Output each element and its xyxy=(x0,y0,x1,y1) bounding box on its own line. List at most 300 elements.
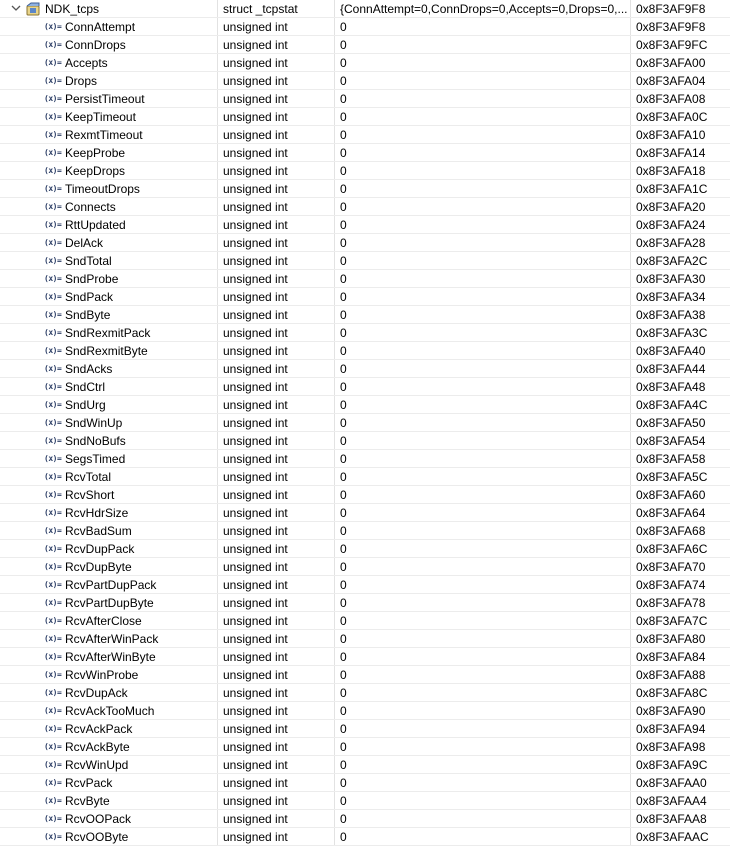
type-cell: unsigned int xyxy=(223,650,288,664)
name-cell xyxy=(0,774,216,791)
member-row[interactable] xyxy=(0,360,730,378)
value-cell[interactable]: 0 xyxy=(340,38,347,52)
address-cell: 0x8F3AFA5C xyxy=(636,470,708,484)
value-cell[interactable]: 0 xyxy=(340,236,347,250)
member-name: SndProbe xyxy=(65,272,119,286)
name-cell xyxy=(0,792,216,809)
member-name: RcvTotal xyxy=(65,470,112,484)
value-cell[interactable]: 0 xyxy=(340,488,347,502)
type-cell: unsigned int xyxy=(223,740,288,754)
type-cell: unsigned int xyxy=(223,542,288,556)
name-cell xyxy=(0,198,216,215)
type-cell: unsigned int xyxy=(223,74,288,88)
member-row[interactable] xyxy=(0,234,730,252)
member-name: RcvHdrSize xyxy=(65,506,129,520)
type-cell: unsigned int xyxy=(223,686,288,700)
type-cell: unsigned int xyxy=(223,794,288,808)
value-cell[interactable]: 0 xyxy=(340,560,347,574)
member-name: RexmtTimeout xyxy=(65,128,143,142)
name-cell xyxy=(0,360,216,377)
name-cell xyxy=(0,36,216,53)
value-cell[interactable]: 0 xyxy=(340,668,347,682)
name-cell xyxy=(0,540,216,557)
variable-icon: (x)= xyxy=(44,238,62,247)
value-cell[interactable]: 0 xyxy=(340,380,347,394)
name-cell xyxy=(0,54,216,71)
name-cell xyxy=(0,720,216,737)
name-cell xyxy=(0,324,216,341)
type-cell: unsigned int xyxy=(223,560,288,574)
value-cell[interactable]: 0 xyxy=(340,218,347,232)
name-cell xyxy=(0,486,216,503)
value-cell[interactable]: 0 xyxy=(340,704,347,718)
name-cell xyxy=(0,270,216,287)
address-cell: 0x8F3AFA44 xyxy=(636,362,706,376)
member-name: SndRexmitByte xyxy=(65,344,148,358)
member-name: RcvWinProbe xyxy=(65,668,139,682)
name-cell xyxy=(0,702,216,719)
root-struct-name: NDK_tcps xyxy=(45,2,100,16)
variable-icon: (x)= xyxy=(44,184,62,193)
member-row[interactable] xyxy=(0,702,730,720)
value-cell[interactable]: 0 xyxy=(340,542,347,556)
address-cell: 0x8F3AFA7C xyxy=(636,614,708,628)
name-cell xyxy=(0,144,216,161)
member-row[interactable] xyxy=(0,738,730,756)
address-cell: 0x8F3AF9F8 xyxy=(636,2,706,16)
member-name: RcvPartDupByte xyxy=(65,596,154,610)
type-cell: unsigned int xyxy=(223,92,288,106)
address-cell: 0x8F3AFA04 xyxy=(636,74,706,88)
name-cell xyxy=(0,594,216,611)
name-cell xyxy=(0,504,216,521)
name-cell xyxy=(0,810,216,827)
address-cell: 0x8F3AFA9C xyxy=(636,758,708,772)
variable-icon: (x)= xyxy=(44,202,62,211)
root-struct-row[interactable] xyxy=(0,0,730,18)
value-cell[interactable]: 0 xyxy=(340,308,347,322)
address-cell: 0x8F3AFA28 xyxy=(636,236,706,250)
member-row[interactable] xyxy=(0,594,730,612)
value-cell[interactable]: 0 xyxy=(340,452,347,466)
value-cell[interactable]: 0 xyxy=(340,794,347,808)
variable-icon: (x)= xyxy=(44,346,62,355)
variable-icon: (x)= xyxy=(44,724,62,733)
value-cell[interactable]: 0 xyxy=(340,740,347,754)
name-cell xyxy=(0,90,216,107)
member-name: SegsTimed xyxy=(65,452,126,466)
member-row[interactable] xyxy=(0,666,730,684)
name-cell xyxy=(0,0,216,17)
member-row[interactable] xyxy=(0,504,730,522)
type-cell: unsigned int xyxy=(223,758,288,772)
value-cell[interactable]: 0 xyxy=(340,776,347,790)
variable-icon: (x)= xyxy=(44,832,62,841)
member-name: ConnAttempt xyxy=(65,20,136,34)
member-name: RcvShort xyxy=(65,488,115,502)
type-cell: unsigned int xyxy=(223,614,288,628)
variable-icon: (x)= xyxy=(44,796,62,805)
member-row[interactable] xyxy=(0,396,730,414)
value-cell[interactable]: {ConnAttempt=0,ConnDrops=0,Accepts=0,Drops=0,... xyxy=(340,2,628,16)
member-name: SndNoBufs xyxy=(65,434,126,448)
variable-icon: (x)= xyxy=(44,454,62,463)
member-name: SndWinUp xyxy=(65,416,123,430)
address-cell: 0x8F3AFA14 xyxy=(636,146,706,160)
member-row[interactable] xyxy=(0,36,730,54)
member-row[interactable] xyxy=(0,288,730,306)
name-cell xyxy=(0,396,216,413)
member-row[interactable] xyxy=(0,342,730,360)
variable-icon: (x)= xyxy=(44,328,62,337)
address-cell: 0x8F3AFA00 xyxy=(636,56,706,70)
value-cell[interactable]: 0 xyxy=(340,128,347,142)
address-cell: 0x8F3AFA24 xyxy=(636,218,706,232)
address-cell: 0x8F3AFA30 xyxy=(636,272,706,286)
value-cell[interactable]: 0 xyxy=(340,722,347,736)
name-cell xyxy=(0,252,216,269)
member-name: RcvWinUpd xyxy=(65,758,129,772)
type-cell: unsigned int xyxy=(223,830,288,844)
variable-icon: (x)= xyxy=(44,688,62,697)
member-row[interactable] xyxy=(0,126,730,144)
type-cell: unsigned int xyxy=(223,506,288,520)
value-cell[interactable]: 0 xyxy=(340,362,347,376)
type-cell: unsigned int xyxy=(223,218,288,232)
member-row[interactable] xyxy=(0,414,730,432)
value-cell[interactable]: 0 xyxy=(340,812,347,826)
member-name: RcvByte xyxy=(65,794,110,808)
value-cell[interactable]: 0 xyxy=(340,524,347,538)
name-cell xyxy=(0,162,216,179)
member-row[interactable] xyxy=(0,144,730,162)
member-row[interactable] xyxy=(0,648,730,666)
member-name: RcvAfterClose xyxy=(65,614,142,628)
variable-icon: (x)= xyxy=(44,148,62,157)
member-name: KeepTimeout xyxy=(65,110,136,124)
member-name: RcvOOByte xyxy=(65,830,129,844)
value-cell[interactable]: 0 xyxy=(340,92,347,106)
member-name: Connects xyxy=(65,200,116,214)
member-row[interactable] xyxy=(0,378,730,396)
name-cell xyxy=(0,738,216,755)
name-cell xyxy=(0,666,216,683)
address-cell: 0x8F3AFA6C xyxy=(636,542,708,556)
member-name: TimeoutDrops xyxy=(65,182,140,196)
type-cell: unsigned int xyxy=(223,632,288,646)
struct-members xyxy=(0,18,730,846)
name-cell xyxy=(0,414,216,431)
member-row[interactable] xyxy=(0,774,730,792)
value-cell[interactable]: 0 xyxy=(340,830,347,844)
name-cell xyxy=(0,468,216,485)
member-name: SndTotal xyxy=(65,254,112,268)
type-cell: unsigned int xyxy=(223,56,288,70)
member-name: SndCtrl xyxy=(65,380,106,394)
member-name: RcvAfterWinByte xyxy=(65,650,156,664)
address-cell: 0x8F3AFA48 xyxy=(636,380,706,394)
name-cell xyxy=(0,612,216,629)
name-cell xyxy=(0,180,216,197)
variable-icon: (x)= xyxy=(44,562,62,571)
member-row[interactable] xyxy=(0,72,730,90)
address-cell: 0x8F3AFA94 xyxy=(636,722,706,736)
name-cell xyxy=(0,216,216,233)
value-cell[interactable]: 0 xyxy=(340,254,347,268)
member-row[interactable] xyxy=(0,108,730,126)
type-cell: unsigned int xyxy=(223,416,288,430)
variable-icon: (x)= xyxy=(44,742,62,751)
variable-icon: (x)= xyxy=(44,94,62,103)
value-cell[interactable]: 0 xyxy=(340,434,347,448)
type-cell: unsigned int xyxy=(223,434,288,448)
type-cell: unsigned int xyxy=(223,344,288,358)
member-name: SndAcks xyxy=(65,362,113,376)
variable-icon: (x)= xyxy=(44,76,62,85)
variable-icon: (x)= xyxy=(44,472,62,481)
variable-icon: (x)= xyxy=(44,418,62,427)
name-cell xyxy=(0,432,216,449)
member-row[interactable] xyxy=(0,720,730,738)
member-name: RcvAfterWinPack xyxy=(65,632,159,646)
member-row[interactable] xyxy=(0,486,730,504)
member-row[interactable] xyxy=(0,198,730,216)
member-row[interactable] xyxy=(0,54,730,72)
type-cell: unsigned int xyxy=(223,578,288,592)
variable-icon: (x)= xyxy=(44,652,62,661)
address-cell: 0x8F3AFAA4 xyxy=(636,794,707,808)
address-cell: 0x8F3AFA80 xyxy=(636,632,706,646)
type-cell: struct _tcpstat xyxy=(223,2,298,16)
member-name: SndByte xyxy=(65,308,111,322)
address-cell: 0x8F3AFA54 xyxy=(636,434,706,448)
variable-icon: (x)= xyxy=(44,112,62,121)
address-cell: 0x8F3AFA1C xyxy=(636,182,708,196)
address-cell: 0x8F3AFA58 xyxy=(636,452,706,466)
variable-icon: (x)= xyxy=(44,400,62,409)
member-name: RcvPack xyxy=(65,776,113,790)
value-cell[interactable]: 0 xyxy=(340,470,347,484)
type-cell: unsigned int xyxy=(223,200,288,214)
member-name: RcvAckTooMuch xyxy=(65,704,155,718)
member-name: SndUrg xyxy=(65,398,106,412)
member-name: RcvAckByte xyxy=(65,740,130,754)
value-cell[interactable]: 0 xyxy=(340,596,347,610)
type-cell: unsigned int xyxy=(223,668,288,682)
variable-icon: (x)= xyxy=(44,382,62,391)
address-cell: 0x8F3AFAA0 xyxy=(636,776,707,790)
variable-icon: (x)= xyxy=(44,436,62,445)
address-cell: 0x8F3AFA84 xyxy=(636,650,706,664)
address-cell: 0x8F3AFA18 xyxy=(636,164,706,178)
member-row[interactable] xyxy=(0,522,730,540)
value-cell[interactable]: 0 xyxy=(340,578,347,592)
value-cell[interactable]: 0 xyxy=(340,164,347,178)
type-cell: unsigned int xyxy=(223,254,288,268)
type-cell: unsigned int xyxy=(223,398,288,412)
member-row[interactable] xyxy=(0,630,730,648)
value-cell[interactable]: 0 xyxy=(340,398,347,412)
address-cell: 0x8F3AFA8C xyxy=(636,686,708,700)
variable-icon: (x)= xyxy=(44,670,62,679)
member-name: KeepDrops xyxy=(65,164,126,178)
variable-icon: (x)= xyxy=(44,580,62,589)
value-cell[interactable]: 0 xyxy=(340,110,347,124)
value-cell[interactable]: 0 xyxy=(340,20,347,34)
name-cell xyxy=(0,18,216,35)
address-cell: 0x8F3AFA20 xyxy=(636,200,706,214)
member-name: DelAck xyxy=(65,236,104,250)
name-cell xyxy=(0,630,216,647)
member-row[interactable] xyxy=(0,450,730,468)
variable-icon: (x)= xyxy=(44,616,62,625)
member-row[interactable] xyxy=(0,810,730,828)
variable-icon: (x)= xyxy=(44,256,62,265)
type-cell: unsigned int xyxy=(223,524,288,538)
address-cell: 0x8F3AFA74 xyxy=(636,578,706,592)
member-name: RcvOOPack xyxy=(65,812,132,826)
name-cell xyxy=(0,234,216,251)
member-row[interactable] xyxy=(0,792,730,810)
variable-icon: (x)= xyxy=(44,814,62,823)
address-cell: 0x8F3AFA10 xyxy=(636,128,706,142)
type-cell: unsigned int xyxy=(223,812,288,826)
variable-icon: (x)= xyxy=(44,220,62,229)
type-cell: unsigned int xyxy=(223,110,288,124)
address-cell: 0x8F3AFA70 xyxy=(636,560,706,574)
address-cell: 0x8F3AFA90 xyxy=(636,704,706,718)
name-cell xyxy=(0,378,216,395)
member-row[interactable] xyxy=(0,18,730,36)
member-row[interactable] xyxy=(0,540,730,558)
member-row[interactable] xyxy=(0,576,730,594)
member-row[interactable] xyxy=(0,162,730,180)
type-cell: unsigned int xyxy=(223,308,288,322)
value-cell[interactable]: 0 xyxy=(340,344,347,358)
value-cell[interactable]: 0 xyxy=(340,146,347,160)
type-cell: unsigned int xyxy=(223,326,288,340)
type-cell: unsigned int xyxy=(223,362,288,376)
type-cell: unsigned int xyxy=(223,380,288,394)
member-row[interactable] xyxy=(0,828,730,846)
variable-icon: (x)= xyxy=(44,130,62,139)
value-cell[interactable]: 0 xyxy=(340,416,347,430)
member-row[interactable] xyxy=(0,90,730,108)
type-cell: unsigned int xyxy=(223,452,288,466)
variable-icon: (x)= xyxy=(44,274,62,283)
member-row[interactable] xyxy=(0,756,730,774)
value-cell[interactable]: 0 xyxy=(340,686,347,700)
member-name: PersistTimeout xyxy=(65,92,145,106)
address-cell: 0x8F3AFA78 xyxy=(636,596,706,610)
chevron-down-icon[interactable] xyxy=(11,3,21,13)
member-name: KeepProbe xyxy=(65,146,126,160)
type-cell: unsigned int xyxy=(223,488,288,502)
member-name: ConnDrops xyxy=(65,38,126,52)
name-cell xyxy=(0,522,216,539)
address-cell: 0x8F3AFA08 xyxy=(636,92,706,106)
member-row[interactable] xyxy=(0,306,730,324)
member-row[interactable] xyxy=(0,468,730,486)
type-cell: unsigned int xyxy=(223,146,288,160)
name-cell xyxy=(0,108,216,125)
value-cell[interactable]: 0 xyxy=(340,650,347,664)
member-row[interactable] xyxy=(0,252,730,270)
value-cell[interactable]: 0 xyxy=(340,326,347,340)
name-cell xyxy=(0,756,216,773)
member-name: SndPack xyxy=(65,290,114,304)
member-row[interactable] xyxy=(0,324,730,342)
value-cell[interactable]: 0 xyxy=(340,74,347,88)
address-cell: 0x8F3AFAAC xyxy=(636,830,709,844)
type-cell: unsigned int xyxy=(223,38,288,52)
address-cell: 0x8F3AFA88 xyxy=(636,668,706,682)
value-cell[interactable]: 0 xyxy=(340,56,347,70)
member-row[interactable] xyxy=(0,684,730,702)
member-row[interactable] xyxy=(0,432,730,450)
type-cell: unsigned int xyxy=(223,470,288,484)
address-cell: 0x8F3AFA38 xyxy=(636,308,706,322)
variable-icon: (x)= xyxy=(44,544,62,553)
address-cell: 0x8F3AF9F8 xyxy=(636,20,706,34)
name-cell xyxy=(0,288,216,305)
value-cell[interactable]: 0 xyxy=(340,632,347,646)
address-cell: 0x8F3AFA2C xyxy=(636,254,708,268)
type-cell: unsigned int xyxy=(223,236,288,250)
value-cell[interactable]: 0 xyxy=(340,614,347,628)
address-cell: 0x8F3AFA40 xyxy=(636,344,706,358)
variable-icon: (x)= xyxy=(44,58,62,67)
member-name: Accepts xyxy=(65,56,108,70)
member-row[interactable] xyxy=(0,558,730,576)
type-cell: unsigned int xyxy=(223,776,288,790)
type-cell: unsigned int xyxy=(223,596,288,610)
variable-icon: (x)= xyxy=(44,778,62,787)
address-cell: 0x8F3AFA50 xyxy=(636,416,706,430)
variable-icon: (x)= xyxy=(44,508,62,517)
name-cell xyxy=(0,648,216,665)
value-cell[interactable]: 0 xyxy=(340,506,347,520)
variable-icon: (x)= xyxy=(44,760,62,769)
name-cell xyxy=(0,306,216,323)
type-cell: unsigned int xyxy=(223,128,288,142)
value-cell[interactable]: 0 xyxy=(340,758,347,772)
name-cell xyxy=(0,342,216,359)
name-cell xyxy=(0,558,216,575)
type-cell: unsigned int xyxy=(223,290,288,304)
type-cell: unsigned int xyxy=(223,722,288,736)
variable-icon: (x)= xyxy=(44,490,62,499)
member-name: RcvDupByte xyxy=(65,560,132,574)
type-cell: unsigned int xyxy=(223,164,288,178)
value-cell[interactable]: 0 xyxy=(340,272,347,286)
member-row[interactable] xyxy=(0,180,730,198)
member-row[interactable] xyxy=(0,270,730,288)
address-cell: 0x8F3AFAA8 xyxy=(636,812,707,826)
value-cell[interactable]: 0 xyxy=(340,200,347,214)
member-name: Drops xyxy=(65,74,98,88)
member-row[interactable] xyxy=(0,216,730,234)
name-cell xyxy=(0,684,216,701)
member-name: RcvPartDupPack xyxy=(65,578,157,592)
value-cell[interactable]: 0 xyxy=(340,290,347,304)
name-cell xyxy=(0,828,216,845)
name-cell xyxy=(0,576,216,593)
address-cell: 0x8F3AFA4C xyxy=(636,398,708,412)
type-cell: unsigned int xyxy=(223,272,288,286)
value-cell[interactable]: 0 xyxy=(340,182,347,196)
member-row[interactable] xyxy=(0,612,730,630)
